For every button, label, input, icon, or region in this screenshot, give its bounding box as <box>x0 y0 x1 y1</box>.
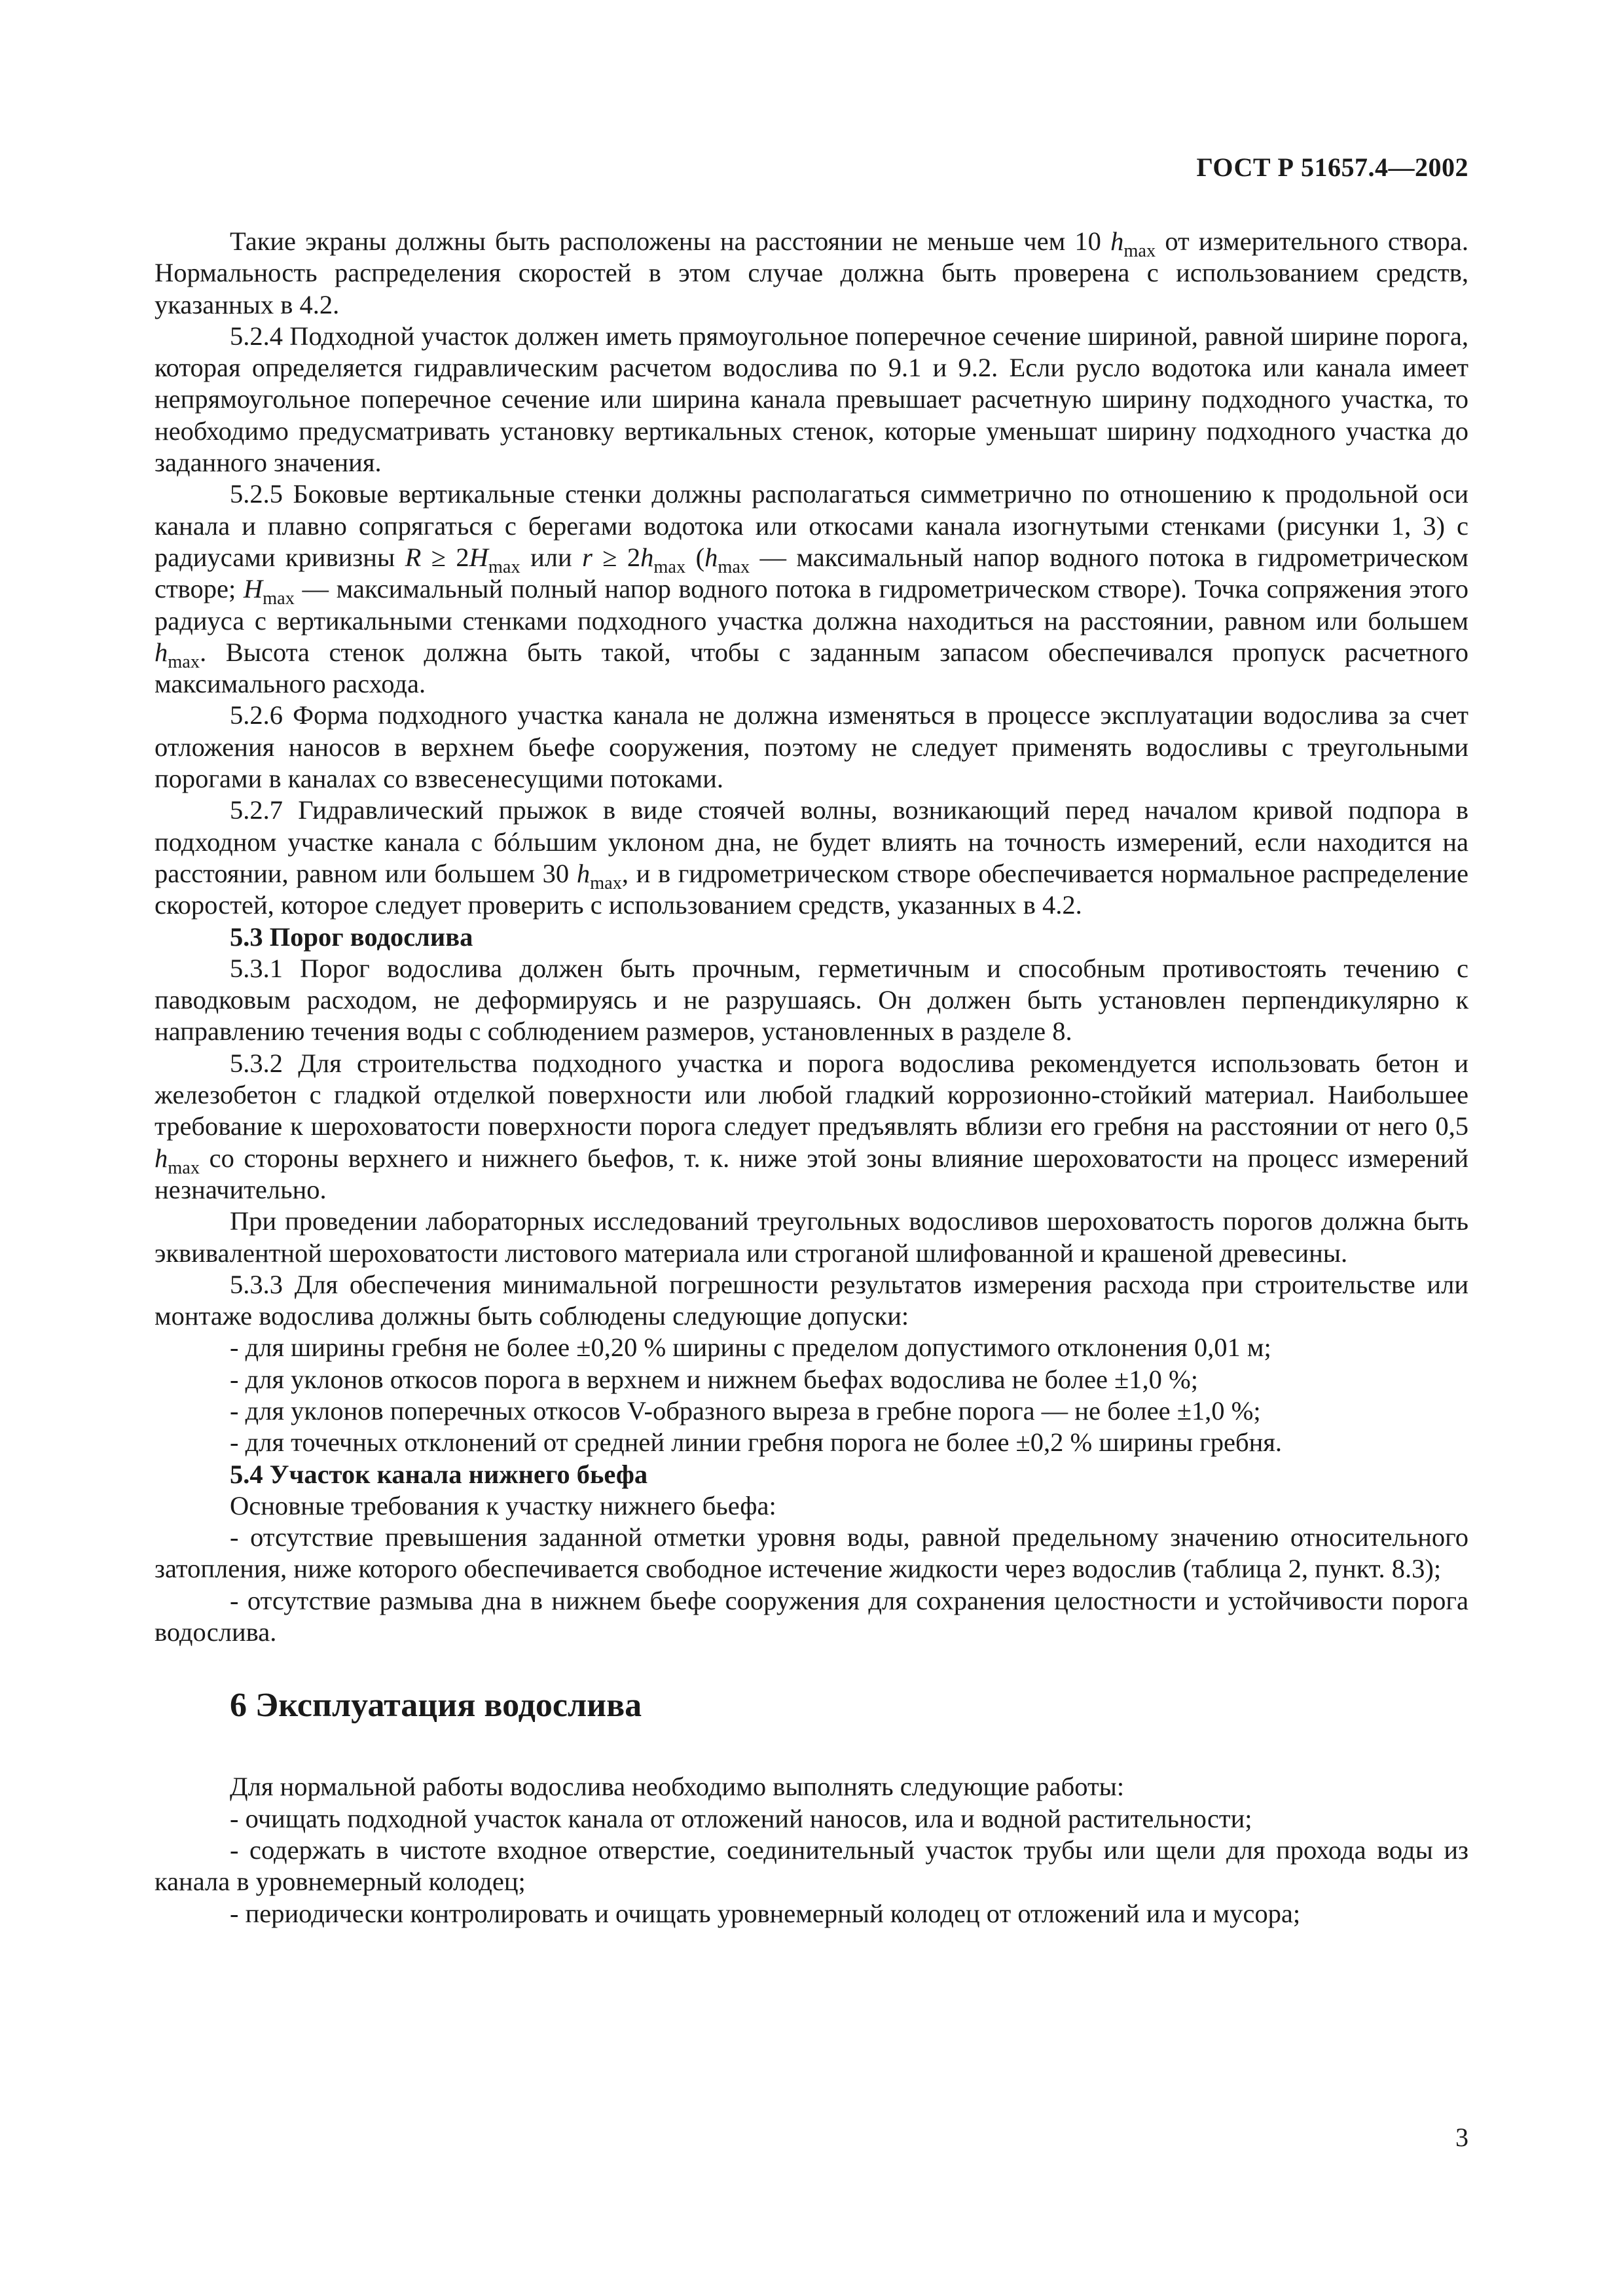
list-item-operation: - периодически контролировать и очищать уровнемерный колодец от отложений ила и мусора; <box>230 1898 1301 1928</box>
document-body <box>155 226 1468 1929</box>
subsection-heading-5-4: 5.4 Участок канала нижнего бьефа <box>230 1459 648 1489</box>
paragraph-5-3-3: 5.3.3 Для обеспечения минимальной погрешности результатов измерения расхода при строительстве или монтаже водослива должны быть соблюдены следующие допуски: <box>155 1269 1468 1331</box>
document-header: ГОСТ Р 51657.4—2002 <box>1196 152 1468 182</box>
list-item-operation: - содержать в чистоте входное отверстие, соединительный участок трубы или щели для прохода воды из канала в уровнемерный колодец; <box>155 1835 1468 1897</box>
list-item-tolerance: - для точечных отклонений от средней линии гребня порога не более ±0,2 % ширины гребня. <box>230 1427 1283 1458</box>
paragraph-5-3-2: 5.3.2 Для строительства подходного участка и порога водослива рекомендуется использовать бетон и железобетон с гладкой отделкой поверхности или любой гладкий коррозионно-стойкий материал. Наибольшее требование к шероховатости поверхности порога следует предъявлять вблизи его гребня на расстоянии от него 0,5 $h_{max}$ со стороны верхнего и нижнего бьефов, т. к. ниже этой зоны влияние шероховатости на процесс измерений незначительно. <box>155 1048 1468 1204</box>
list-item-tolerance: - для ширины гребня не более ±0,20 % ширины с пределом допустимого отклонения 0,01 м; <box>230 1333 1271 1363</box>
list-item-downstream: - отсутствие размыва дна в нижнем бьефе сооружения для сохранения целостности и устойчивости порога водослива. <box>155 1585 1468 1647</box>
subsection-heading-5-3: 5.3 Порог водослива <box>230 922 473 952</box>
paragraph-lab-roughness: При проведении лабораторных исследований треугольных водосливов шероховатость порогов должна быть эквивалентной шероховатости листового материала или строганой шлифованной и крашеной древесины. <box>155 1206 1468 1268</box>
paragraph-5-4-intro: Основные требования к участку нижнего бьефа: <box>230 1490 776 1520</box>
paragraph-5-2-7: 5.2.7 Гидравлический прыжок в виде стоячей волны, возникающий перед началом кривой подпора в подходном участке канала с бóльшим уклоном дна, не будет влиять на точность измерений, если находится на расстоянии, равном или большем 30 $h_{max}$, и в гидрометрическом створе обеспечивается нормальное распределение скоростей, которое следует проверить с использованием средств, указанных в 4.2. <box>155 795 1468 920</box>
page-number: 3 <box>1455 2123 1468 2152</box>
list-item-tolerance: - для уклонов поперечных откосов V-образного выреза в гребне порога — не более ±1,0 %; <box>230 1395 1261 1426</box>
section-heading-6: 6 Эксплуатация водослива <box>230 1687 642 1725</box>
list-item-tolerance: - для уклонов откосов порога в верхнем и нижнем бьефах водослива не более ±1,0 %; <box>230 1364 1199 1394</box>
paragraph-6-intro: Для нормальной работы водослива необходимо выполнять следующие работы: <box>230 1772 1125 1802</box>
paragraph-5-2-4: 5.2.4 Подходной участок должен иметь прямоугольное поперечное сечение шириной, равной ширине порога, которая определяется гидравлическим расчетом водослива по 9.1 и 9.2. Если русло водотока или канала имеет непрямоугольное поперечное сечение или ширина канала превышает расчетную ширину подходного участка, то необходимо предусматривать установку вертикальных стенок, которые уменьшат ширину подходного участка до заданного значения. <box>155 321 1468 478</box>
list-item-downstream: - отсутствие превышения заданной отметки уровня воды, равной предельному значению относительного затопления, ниже которого обеспечивается свободное истечение жидкости через водослив (таблица 2, пункт. 8.3); <box>155 1522 1468 1584</box>
list-item-operation: - очищать подходной участок канала от отложений наносов, ила и водной растительности; <box>230 1803 1252 1833</box>
paragraph-screens: Такие экраны должны быть расположены на расстоянии не меньше чем 10 $h_{max}$ от измерительного створа. Нормальность распределения скоростей в этом случае должна быть проверена с использованием средств, указанных в 4.2. <box>155 226 1468 319</box>
paragraph-5-3-1: 5.3.1 Порог водослива должен быть прочным, герметичным и способным противостоять течению с паводковым расходом, не деформируясь и не разрушаясь. Он должен быть установлен перпендикулярно к направлению течения воды с соблюдением размеров, установленных в разделе 8. <box>155 953 1468 1047</box>
paragraph-5-2-6: 5.2.6 Форма подходного участка канала не должна изменяться в процессе эксплуатации водослива за счет отложения наносов в верхнем бьефе сооружения, поэтому не следует применять водосливы с треугольными порогами в каналах со взвесенесущими потоками. <box>155 700 1468 794</box>
paragraph-5-2-5: 5.2.5 Боковые вертикальные стенки должны располагаться симметрично по отношению к продольной оси канала и плавно сопрягаться с берегами водотока или откосами канала изогнутыми стенками (рисунки 1, 3) с радиусами кривизны $R \ge 2H_{max}$ или $r \ge 2h_{max}$ ($h_{max}$ — максимальный напор водного потока в гидрометрическом створе; $H_{max}$ — максимальный полный напор водного потока в гидрометрическом створе). Точка сопряжения этого радиуса с вертикальными стенками подходного участка должна находиться на расстоянии, равном или большем $h_{max}$. Высота стенок должна быть такой, чтобы с заданным запасом обеспечивался пропуск расчетного максимального расхода. <box>155 479 1469 699</box>
